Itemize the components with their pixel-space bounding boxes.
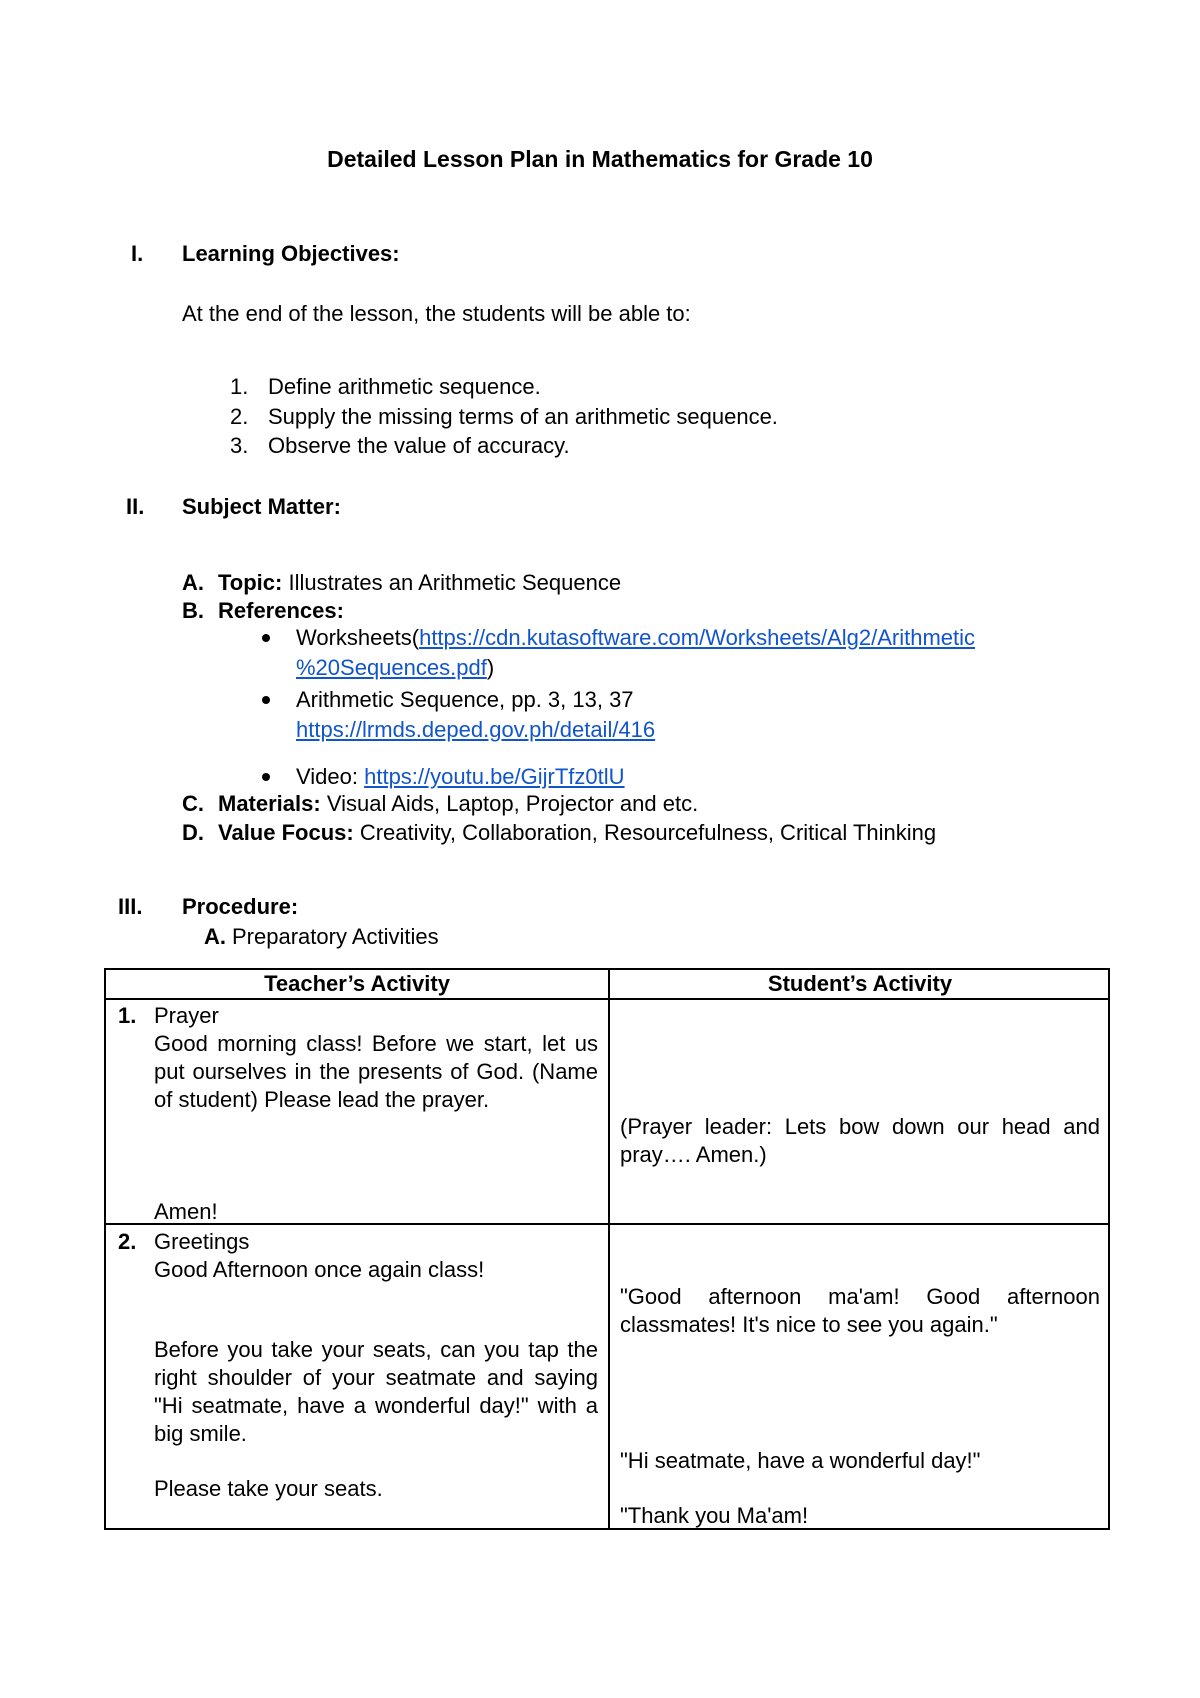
worksheets-suffix: ) bbox=[486, 655, 495, 680]
column-divider bbox=[608, 970, 610, 1528]
student-text: (Prayer leader: Lets bow down our head and pray…. Amen.) bbox=[620, 1114, 1100, 1167]
worksheets-link-continued[interactable]: %20Sequences.pdf bbox=[296, 655, 487, 680]
materials-line bbox=[218, 790, 698, 818]
bullet-icon bbox=[262, 773, 270, 781]
item-letter: B. bbox=[182, 598, 204, 623]
student-text: "Good afternoon ma'am! Good afternoon classmates! It's nice to see you again." bbox=[620, 1284, 1100, 1337]
section-numeral: I. bbox=[131, 241, 144, 266]
student-text: "Hi seatmate, have a wonderful day!" bbox=[620, 1448, 981, 1473]
topic-value: Illustrates an Arithmetic Sequence bbox=[282, 570, 622, 595]
worksheets-line bbox=[296, 624, 975, 652]
book-link[interactable]: https://lrmds.deped.gov.ph/detail/416 bbox=[296, 717, 656, 742]
activity-title: Prayer bbox=[154, 1003, 219, 1028]
video-link[interactable]: https://youtu.be/GijrTfz0tlU bbox=[364, 764, 625, 789]
objective-number: 3. bbox=[230, 433, 249, 458]
topic-label: Topic: bbox=[218, 570, 283, 595]
section-numeral: III. bbox=[118, 894, 143, 919]
video-prefix: Video: bbox=[296, 764, 365, 789]
teacher-text: Good morning class! Before we start, let us put ourselves in the presents of God. (Name of student) Please lead the prayer. bbox=[154, 1031, 598, 1112]
item-letter: A. bbox=[204, 924, 226, 949]
header-student: Student’s Activity bbox=[767, 971, 953, 996]
row-number: 2. bbox=[118, 1229, 137, 1254]
value-focus-label: Value Focus: bbox=[218, 820, 354, 845]
objective-text: Define arithmetic sequence. bbox=[268, 374, 541, 399]
teacher-text: Amen! bbox=[154, 1199, 218, 1224]
bullet-icon bbox=[262, 634, 270, 642]
section-numeral: II. bbox=[126, 494, 145, 519]
objective-number: 1. bbox=[230, 374, 249, 399]
item-letter: D. bbox=[182, 820, 204, 845]
activity-title: Greetings bbox=[154, 1229, 250, 1254]
row-number: 1. bbox=[118, 1003, 137, 1028]
objective-text: Supply the missing terms of an arithmetic sequence. bbox=[268, 404, 778, 429]
teacher-text: Please take your seats. bbox=[154, 1476, 383, 1501]
video-line bbox=[296, 763, 625, 791]
item-letter: A. bbox=[182, 570, 204, 595]
worksheets-prefix: Worksheets( bbox=[296, 625, 420, 650]
section-heading: Procedure: bbox=[182, 894, 299, 919]
teacher-text: Before you take your seats, can you tap the right shoulder of your seatmate and saying "Hi seatmate, have a wonderful day!" with a big smile. bbox=[154, 1337, 598, 1446]
activity-table bbox=[104, 968, 1110, 1530]
worksheets-line-2 bbox=[296, 654, 494, 682]
header-teacher: Teacher’s Activity bbox=[264, 971, 450, 996]
book-reference: Arithmetic Sequence, pp. 3, 13, 37 bbox=[296, 687, 634, 712]
value-focus-line bbox=[218, 819, 936, 847]
row-divider bbox=[106, 1223, 1108, 1225]
teacher-text: Good Afternoon once again class! bbox=[154, 1257, 485, 1282]
materials-label: Materials: bbox=[218, 791, 321, 816]
row-divider bbox=[106, 998, 1108, 1000]
sub-heading: Preparatory Activities bbox=[232, 924, 439, 949]
item-letter: C. bbox=[182, 791, 204, 816]
topic-line bbox=[218, 569, 621, 597]
student-text: "Thank you Ma'am! bbox=[620, 1503, 809, 1528]
objective-text: Observe the value of accuracy. bbox=[268, 433, 570, 458]
section-heading: Subject Matter: bbox=[182, 494, 341, 519]
objective-number: 2. bbox=[230, 404, 249, 429]
materials-value: Visual Aids, Laptop, Projector and etc. bbox=[320, 791, 699, 816]
page-title: Detailed Lesson Plan in Mathematics for Grade 10 bbox=[327, 146, 873, 172]
references-label: References: bbox=[218, 598, 344, 623]
book-link-line bbox=[296, 716, 655, 744]
intro-text: At the end of the lesson, the students will be able to: bbox=[182, 301, 691, 326]
worksheets-link[interactable]: https://cdn.kutasoftware.com/Worksheets/Alg2/Arithmetic bbox=[419, 625, 976, 650]
section-heading: Learning Objectives: bbox=[182, 241, 400, 266]
bullet-icon bbox=[262, 696, 270, 704]
value-focus-value: Creativity, Collaboration, Resourcefulness, Critical Thinking bbox=[353, 820, 937, 845]
